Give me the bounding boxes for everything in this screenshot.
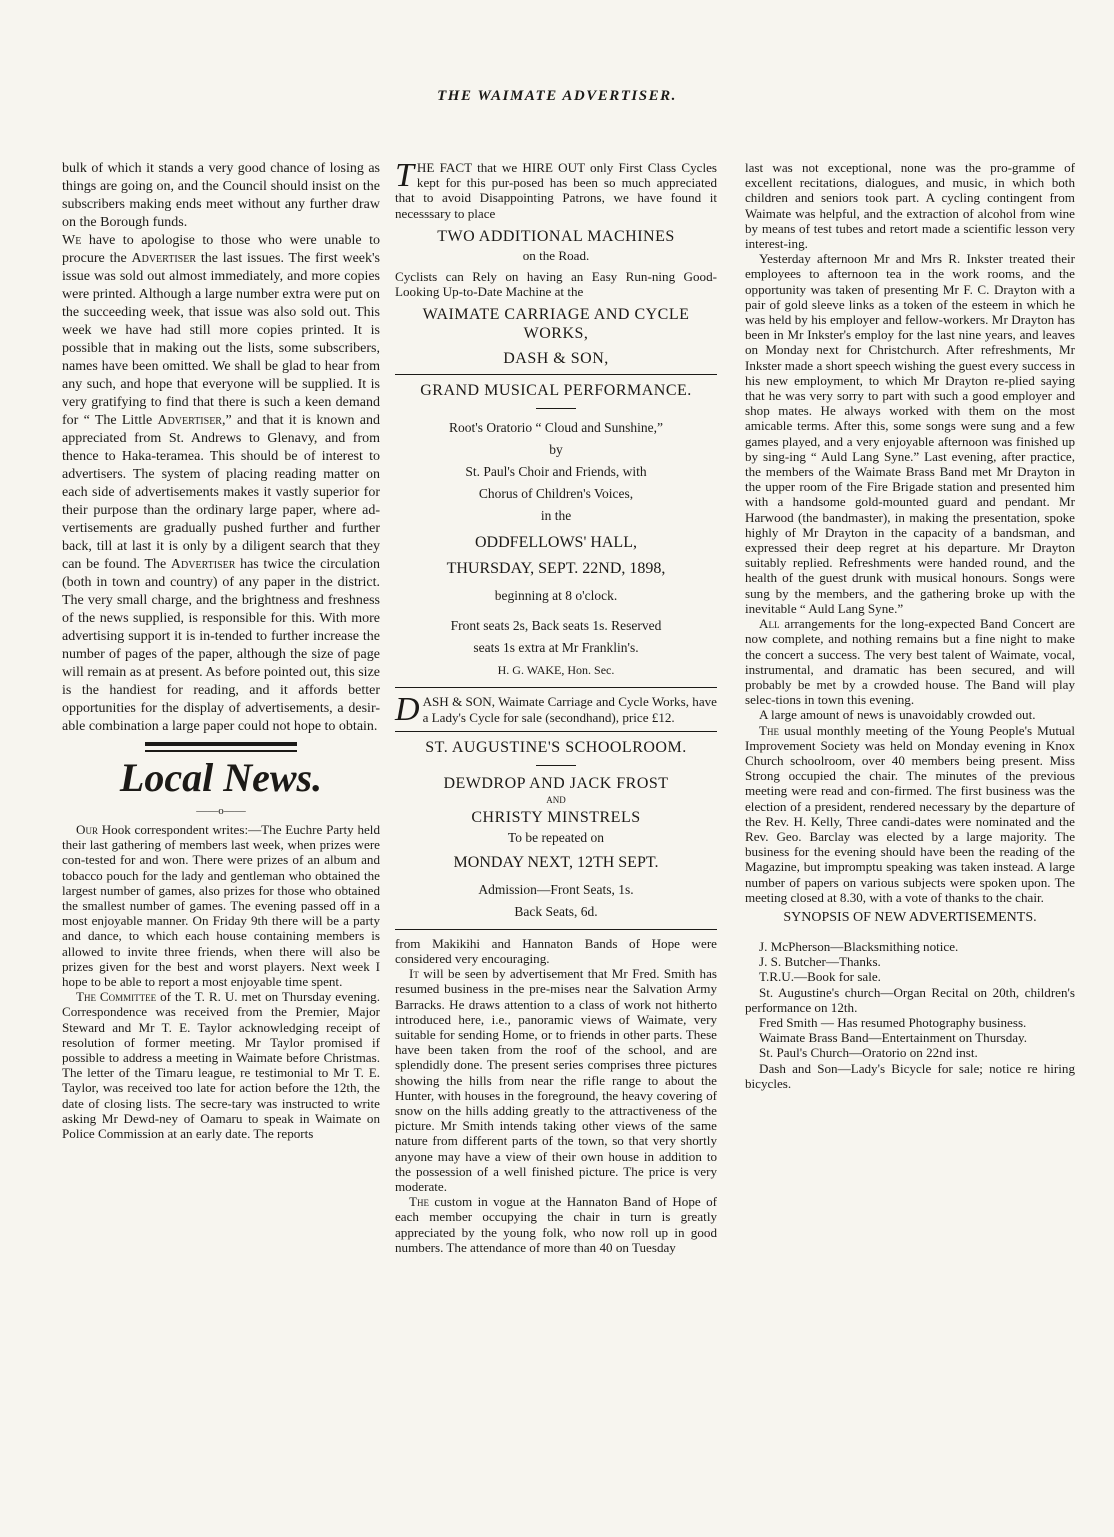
by-line: by (549, 442, 563, 458)
news-makikihi: from Makikihi and Hannaton Bands of Hope were considered very encouraging. (395, 935, 717, 967)
on-the-road: on the Road. (522, 247, 590, 263)
news-band-concert: All arrangements for the long-expected Band Concert are now complete, and nothing remains but a fine night to make the concert a success. The very best talent of Waimate, vocal, instrumental, and dramatic has been secured, and will probably be met by a crowded house. The Band will play selec-tions in town this evening. (745, 616, 1075, 708)
news-tru-committee: The Committee of the T. R. U. met on Thursday evening. Correspondence was received from the Premier, Major Steward and Mr T. E. Taylor acknowledging receipt of resolution of former meeting. Mr Taylor promised if possible to address a meeting in Waimate before Christmas. The letter of the Timaru league, re testimonial to Mr T. E. Taylor, was received too late for action before the 12th, the date of closing lists. The secre-tary was instructed to write asking Mr Dewd-ney of Oamaru to speak in Waimate on Police Commission at an early date. The reports (62, 989, 380, 1142)
synopsis-item: J. McPherson—Blacksmithing notice. (759, 938, 959, 954)
news-improvement-society: The usual monthly meeting of the Young People's Mutual Improvement Society was held on Monday evening in Knox Church schoolroom, over 40 members being present. Miss Strong occupied the chair. The minutes of the previous meeting were read and con-firmed. The first business was the election of a president, rendered necessary by the departure of the Rev. H. Kelly, Three candi-dates were nominated and the Rev. Geo. Barclay was elected by a large majority. The business for the evening should have been the reading of the Magazine, but impromptu speaking was taken instead. A large number of papers on various subjects were spoken upon. The meeting closed at 8.30, with a vote of thanks to the chair. (745, 722, 1075, 905)
masthead-title: THE WAIMATE ADVERTISER. (437, 88, 677, 104)
column-right (745, 160, 1075, 1091)
synopsis-item: Dash and Son—Lady's Bicycle for sale; notice re hiring bicycles. (745, 1060, 1075, 1091)
start-time: beginning at 8 o'clock. (494, 588, 618, 604)
ad-separator (395, 929, 717, 930)
synopsis-item: T.R.U.—Book for sale. (759, 969, 881, 985)
admission-back: Back Seats, 6d. (514, 903, 598, 919)
synopsis-list (745, 939, 1075, 1091)
cycle-hire-ad (395, 157, 717, 368)
editorial-section (62, 160, 380, 736)
oratorio-line: Root's Oratorio “ Cloud and Sunshine,” (449, 420, 663, 436)
schoolroom-heading: ST. AUGUSTINE'S SCHOOLROOM. (425, 738, 687, 756)
reserved-seats: seats 1s extra at Mr Franklin's. (473, 640, 639, 656)
and-word: AND (546, 794, 566, 805)
dewdrop-heading: DEWDROP AND JACK FROST (443, 774, 669, 792)
monday-date: MONDAY NEXT, 12TH SEPT. (453, 853, 659, 871)
in-the-line: in the (540, 508, 572, 524)
ladys-cycle-text: DASH & SON, Waimate Carriage and Cycle Works, have a Lady's Cycle for sale (secondhand), price £12. (395, 691, 717, 729)
section-rule-thin (145, 750, 298, 752)
news-hannaton-custom: The custom in vogue at the Hannaton Band of Hope of each member occupying the chair in turn is greatly appreciated by the young folk, who now roll up in good numbers. The attendance of more than 40 on Tuesday (395, 1194, 717, 1255)
ladys-cycle-ad (395, 691, 717, 729)
works-heading: WAIMATE CARRIAGE AND CYCLE WORKS, (422, 306, 690, 343)
secretary-signature: H. G. WAKE, Hon. Sec. (497, 663, 615, 678)
synopsis-item: St. Augustine's church—Organ Recital on 20th, children's performance on 12th. (745, 984, 1075, 1015)
short-rule (536, 765, 576, 766)
ornament-divider: ——o—— (196, 805, 246, 817)
synopsis-heading: SYNOPSIS OF NEW ADVERTISEMENTS. (783, 909, 1037, 925)
dash-son-heading: DASH & SON, (503, 350, 609, 368)
news-drayton-farewell: Yesterday afternoon Mr and Mrs R. Inkster treated their employees to afternoon tea in the work rooms, and the opportunity was taken of presenting Mr F. C. Drayton with a pair of gold sleeve links as a token of the esteem in which he was held by his employer and fellow-workers. Mr Drayton has been in Mr Inkster's employ for the last nine years, and leaves on Monday next for Christchurch. After refreshments, Mr Inkster made a short speech wishing the guest every success in his new employment, to which Mr Drayton re-plied saying that he was very sorry to part with such a good employer and shop mates. He always worked with them on the most amicable terms. After this, some songs were sung and a few games played, and a very enjoyable afternoon was finished up by sing-ing “ Auld Lang Syne.” Last evening, after practice, the members of the Waimate Brass Band met Mr Drayton in the upper room of the Fire Brigade station and presented him with a handsome gold-mounted guard and pendant. Mr Harwood (the bandmaster), in making the presentation, spoke highly of Mr Drayton in the capacity of a bandsman, and expressed their deep regret at his departure. Mr Drayton suitably replied. Refreshments were handed round, and the health of the guest drunk with musical honours. Songs were sung by the members, and the gathering broke up with the inevitable “ Auld Lang Syne.” (745, 251, 1075, 616)
schoolroom-ad (395, 738, 717, 923)
column-left (62, 160, 380, 1141)
news-fred-smith: It will be seen by advertisement that Mr Fred. Smith has resumed business in the pre-mises near the Salvation Army Barracks. He draws attention to a class of work not hitherto introduced here, i.e., panoramic views of Waimate, very suitable for sending Home, or to friends in other parts. These have been taken from the roof of the school, and are splendidly done. The present series comprises three pictures showing the hills from near the rifle range to about the Hunter, with houses in the foreground, the heavy covering of snow on the hills adding greatly to the attractiveness of the picture. Mr Smith intends taking other views of the same nature from different parts of the town, so that very shortly anyone may have a view of their own house in addition to the possession of a well finished picture. The price is very moderate. (395, 966, 717, 1195)
minstrels-heading: CHRISTY MINSTRELS (471, 808, 641, 826)
short-rule (536, 408, 576, 409)
news-band-of-hope-cont: last was not exceptional, none was the pro-gramme of excellent recitations, dialogues, and music, in which both children and seniors took part. A cycling contingent from Waimate was helpful, and the extraction of alcohol from wine by means of test tubes and retort made a scientific lesson very interest-ing. (745, 160, 1075, 252)
cycle-hire-text: THE FACT that we HIRE OUT only First Class Cycles kept for this pur-posed has been so much appreciated that to avoid Disappointing Patrons, we have found it necesssary to place (395, 157, 717, 221)
editorial-paragraph-2: We have to apologise to those who were unable to procure the Advertiser the last issues. The first week's issue was sold out almost immediately, and more copies were printed. Although a large number extra were put on the succeeding week, that issue was also sold out. This week we have had still more copies printed. It is possible that in making out the lists, some subscribers, names have been omitted. We shall be glad to hear from any such, and hope that everyone will be supplied. It is very gratifying to find that there is such a keen demand for “ The Little Advertiser,” and that it is known and appreciated from St. Andrews to Glenavy, and from thence to Haka-teramea. This should be of interest to advertisers. The system of placing reading matter on each side of advertisements makes it vastly superior for their purpose than the ordinary large paper, where ad-vertisements are gradually pushed further and further back, till at last it is only by a diligent search that they can be found. The Advertiser has twice the circulation (both in town and country) of any paper in the district. The very small charge, and the brightness and freshness of the news supplied, is responsible for this. With more advertising support it is in-tended to further increase the number of pages of the paper, although the size of page will remain as at present. As before pointed out, this size is the handiest for reading, and it affords better opportunities for the display of advertisements, a desir-able combination a large paper could not hope to obtain. (62, 233, 380, 734)
ad-separator (395, 687, 717, 688)
news-hook-euchre: Our Hook correspondent writes:—The Euchre Party held their last gathering of members last week, when prizes were con-tested for and won. There were prizes of an album and tobacco pouch for the lady and gentleman who obtained the largest number of games, also prizes for those who obtained the smallest number of games. The evening passed off in a most enjoyable manner. On Friday 9th there will be a party and dance, to which each house containing members is allowed to invite three friends, when there will also be prizes given for the best and worst players. Next week I hope to be able to report a most enjoyable time spent. (62, 822, 380, 990)
ad-separator (395, 374, 717, 375)
admission-front: Admission—Front Seats, 1s. (478, 881, 634, 897)
section-rule (145, 742, 298, 746)
repeated-line: To be repeated on (507, 829, 605, 845)
ad-separator (395, 731, 717, 732)
two-machines-heading: TWO ADDITIONAL MACHINES (437, 227, 675, 245)
local-news-heading: Local News. (119, 755, 323, 800)
synopsis-item: J. S. Butcher—Thanks. (759, 954, 881, 970)
performance-date: THURSDAY, SEPT. 22ND, 1898, (446, 560, 666, 578)
choir-line: St. Paul's Choir and Friends, with (465, 464, 647, 480)
synopsis-item: Fred Smith — Has resumed Photography business. (759, 1014, 1027, 1030)
column-middle (395, 157, 717, 1255)
editorial-paragraph-1: bulk of which it stands a very good chance of losing as things are going on, and the Council should insist on the subscribers making ends meet without any further draw on the Borough funds. (62, 161, 380, 230)
seat-prices: Front seats 2s, Back seats 1s. Reserved (450, 618, 662, 634)
synopsis-item: Waimate Brass Band—Entertainment on Thursday. (759, 1030, 1028, 1046)
synopsis-item: St. Paul's Church—Oratorio on 22nd inst. (759, 1045, 978, 1061)
grand-performance-heading: GRAND MUSICAL PERFORMANCE. (420, 382, 692, 400)
musical-performance-ad (395, 381, 717, 681)
hall-heading: ODDFELLOWS' HALL, (475, 534, 637, 552)
news-crowded-out: A large amount of news is unavoidably crowded out. (759, 707, 1036, 723)
cyclists-text: Cyclists can Rely on having an Easy Run-ning Good-Looking Up-to-Date Machine at the (395, 269, 717, 300)
chorus-line: Chorus of Children's Voices, (478, 486, 634, 502)
